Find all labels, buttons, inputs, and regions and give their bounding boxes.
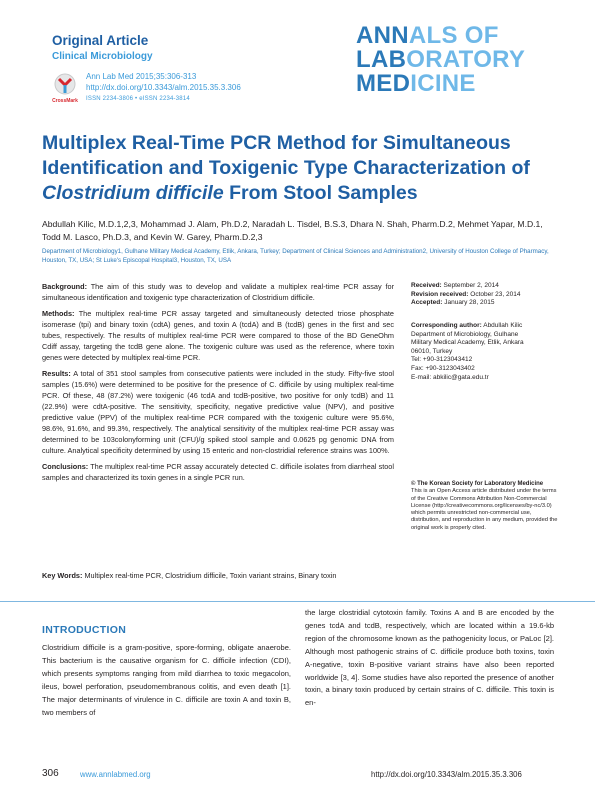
background-label: Background:	[42, 282, 87, 291]
page-number: 306	[42, 768, 59, 779]
background-text: The aim of this study was to develop and validate a multiplex real-time PCR assay for simultaneous identification and toxigenic type characterization of Clostridium difficile.	[42, 282, 394, 302]
corr-line: Department of Microbiology, Gulhane	[411, 330, 519, 338]
conclusions-text: The multiplex real-time PCR assay accurately detected C. difficile isolates from diarrheal stool samples and characterized its toxin genes in a single PCR run.	[42, 462, 394, 482]
abstract-background	[42, 281, 394, 303]
license-block	[411, 481, 559, 532]
license-text: This is an Open Access article distributed under the terms of the Creative Commons Attribution Non-Commercial License (http://creativecommons.org/licenses/by-nc/3.0) which permits unrestricted non-commercial use, distribution, and reproduction in any medium, provided the original work is properly cited.	[411, 488, 558, 531]
revision-date: October 23, 2014	[468, 290, 521, 298]
corr-line: 06010, Turkey	[411, 347, 453, 355]
revision-label: Revision received:	[411, 290, 469, 298]
society-copyright: © The Korean Society for Laboratory Medicine	[411, 481, 544, 487]
corr-line: Fax: +90-3123043402	[411, 364, 475, 372]
intro-left-column: Clostridium difficile is a gram-positive, spore-forming, obligate anaerobe. This bacterium is the causative organism for C. difficile infection (CDI), which presents symptoms ranging from mild diarrhea to toxic megacolon, ileus, bowel perforation, pseudomembranous colitis, and even death [1]. The major determinants of virulence in C. difficile are toxin A and toxin B, two members of	[42, 643, 291, 717]
footer-doi[interactable]: http://dx.doi.org/10.3343/alm.2015.35.3.306	[371, 770, 522, 779]
crossmark-icon	[52, 72, 78, 106]
affiliations: Department of Microbiology1, Gulhane Military Medical Academy, Etlik, Ankara, Turkey; Department of Clinical Sciences and Administration2, University of Houston College of Pharmacy, Houston, TX, USA; St Luke's Episcopal Hospital3, Houston, TX, USA	[42, 248, 549, 264]
keywords-label: Key Words:	[42, 571, 83, 580]
article-type: Original Article	[52, 33, 149, 48]
author-list: Abdullah Kilic, M.D.1,2,3, Mohammad J. Alam, Ph.D.2, Naradah L. Tisdel, B.S.3, Dhara N. Shah, Pharm.D.2, Mehmet Yapar, M.D.1, Todd M. Lasco, Ph.D.3, and Kevin W. Garey, Pharm.D.2,3	[42, 219, 543, 242]
journal-line1-b: ALS OF	[408, 22, 499, 49]
doi-link[interactable]: http://dx.doi.org/10.3343/alm.2015.35.3.306	[86, 83, 241, 92]
methods-text: The multiplex real-time PCR assay targeted and simultaneously detected triose phosphate isomerase (tpi) and binary toxin (cdtA) genes, and toxin A (tcdA) and B (tcdB) genes in the first and sec tubes, respectively. The results of multiplex real-time PCR were compared to those of the BD GeneOhm Cdiff assay, targeting the tcdB gene alone. The toxigenic culture was used as the reference, where toxin genes were detected by multiplex real-time PCR.	[42, 309, 394, 362]
methods-label: Methods:	[42, 309, 75, 318]
introduction-heading: INTRODUCTION	[42, 624, 127, 636]
corresponding-author	[411, 322, 559, 382]
crossmark-logo[interactable]	[52, 72, 78, 106]
abstract-results	[42, 368, 394, 456]
keywords-text: Multiplex real-time PCR, Clostridium difficile, Toxin variant strains, Binary toxin	[82, 571, 337, 580]
title-line3: From Stool Samples	[223, 182, 418, 204]
accepted-date: January 28, 2015	[442, 299, 495, 307]
website-link[interactable]: www.annlabmed.org	[80, 770, 151, 779]
article-title	[42, 131, 562, 206]
results-label: Results:	[42, 369, 71, 378]
corr-line: Tel: +90-3123043412	[411, 356, 473, 364]
received-label: Received:	[411, 282, 442, 289]
citation-block	[86, 71, 241, 93]
corr-line: Military Medical Academy, Etlik, Ankara	[411, 339, 524, 347]
title-line1: Multiplex Real-Time PCR Method for Simultaneous	[42, 132, 511, 154]
conclusions-label: Conclusions:	[42, 462, 89, 471]
abstract	[42, 281, 394, 488]
title-line2: Identification and Toxigenic Type Characterization of	[42, 157, 530, 179]
accepted-label: Accepted:	[411, 299, 443, 307]
keywords	[42, 571, 422, 581]
title-organism: Clostridium difficile	[42, 182, 224, 204]
subject-category: Clinical Microbiology	[52, 51, 153, 62]
journal-line1-a: ANN	[356, 22, 409, 49]
citation: Ann Lab Med 2015;35:306-313	[86, 72, 197, 81]
journal-line2-b: ORATORY	[406, 46, 526, 73]
journal-line2-a: LAB	[356, 46, 407, 73]
journal-logo	[356, 24, 525, 96]
article-dates	[411, 282, 559, 308]
issn: ISSN 2234-3806 • eISSN 2234-3814	[86, 96, 190, 102]
section-divider	[0, 601, 595, 602]
corr-label: Corresponding author:	[411, 322, 482, 329]
journal-line3-a: MED	[356, 70, 411, 97]
abstract-methods	[42, 308, 394, 363]
corr-name: Abdullah Kilic	[481, 322, 523, 329]
received-date: September 2, 2014	[441, 282, 499, 289]
crossmark-label: CrossMark	[52, 98, 78, 104]
abstract-conclusions	[42, 461, 394, 483]
corr-email[interactable]: E-mail: abkilic@gata.edu.tr	[411, 373, 489, 381]
results-text: A total of 351 stool samples from consecutive patients were included in the study. Fifty-five stool samples (15.6%) were determined to be positive for the presence of C. difficile by using multiplex real-time PCR. Of these, 48 (87.2%) were toxigenic (46 tcdA and tcdB-positive, two positive for only tcdB) and 11 (22.9%) were cdtA-positive. The sensitivity, specificity, negative predictive value (NPV), and positive predictive value (PPV) of the multiplex real-time PCR compared with the toxigenic culture were 95.6%, 98.6%, 91.6%, and 99.3%, respectively. The analytical sensitivity of the multiplex real-time PCR assay was determined to be 103colonyforming unit (CFU)/g spiked stool sample and 0.0625 pg genomic DNA from culture. Analytical specificity determined by using 15 enteric and non-clostridial reference strains was 100%.	[42, 369, 394, 455]
journal-line3-b: ICINE	[410, 70, 476, 97]
intro-right-column: the large clostridial cytotoxin family. Toxins A and B are encoded by the genes tcdA and tcdB, respectively, which are located within a 19.6-kb region of the chromosome known as the pathogenicity locus, or PaLoc [2]. Although most pathogenic strains of C. difficile produce both toxins, toxin A-negative, toxin B-positive variant strains have also been reported worldwide [3, 4]. Some studies have also reported the presence of another toxin, a binary toxin produced by certain strains of C. difficile. This toxin is en-	[305, 608, 554, 708]
